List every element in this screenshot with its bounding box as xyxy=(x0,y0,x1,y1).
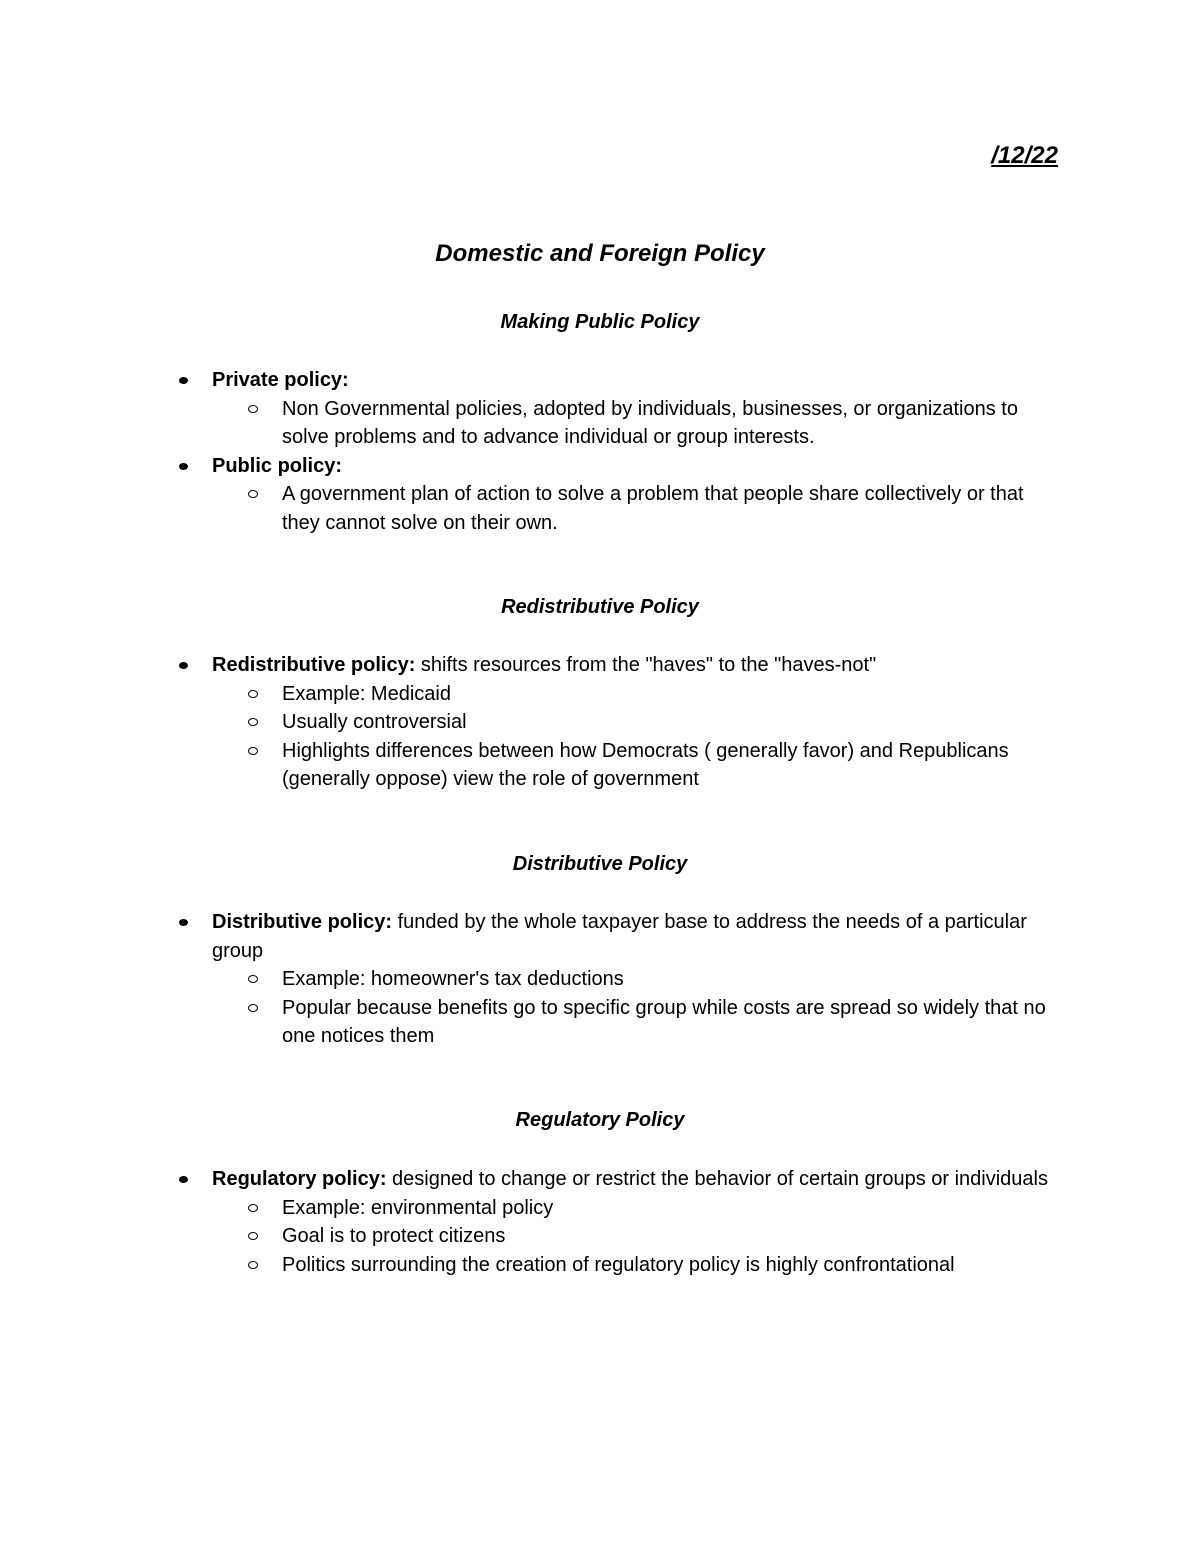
document-title: Domestic and Foreign Policy xyxy=(435,240,765,267)
term-label: Regulatory policy: xyxy=(212,1168,387,1190)
section-heading-redistributive-policy: Redistributive Policy xyxy=(501,596,699,618)
term-label: Private policy: xyxy=(212,369,349,391)
sub-bullet-text: Usually controversial xyxy=(282,711,467,734)
sub-bullet-text: Non Governmental policies, adopted by individuals, businesses, or organizations to solve problems and to advance individual or group interests. xyxy=(282,397,1018,449)
section-list-making-public-policy xyxy=(0,366,1200,538)
bullet-item xyxy=(0,1165,1200,1194)
sub-bullet-item xyxy=(0,994,1200,1051)
sub-bullet-item xyxy=(0,480,1200,537)
sub-bullet-item xyxy=(0,1194,1200,1223)
bullet-circle-icon xyxy=(248,690,258,698)
bullet-circle-icon xyxy=(248,1261,258,1269)
section-heading-making-public-policy: Making Public Policy xyxy=(500,311,700,333)
sub-bullet-text: Politics surrounding the creation of regulatory policy is highly confrontational xyxy=(282,1253,955,1276)
sub-bullet-text: Example: environmental policy xyxy=(282,1196,554,1219)
bullet-circle-icon xyxy=(248,975,258,983)
sub-bullet-item xyxy=(0,965,1200,994)
sub-bullet-text: Highlights differences between how Democrats ( generally favor) and Republicans (generally oppose) view the role of government xyxy=(282,739,1009,791)
sub-bullet-text: A government plan of action to solve a problem that people share collectively or that they cannot solve on their own. xyxy=(282,483,1024,534)
section-list-distributive-policy xyxy=(0,908,1200,1051)
bullet-disc-icon xyxy=(179,1176,188,1183)
bullet-circle-icon xyxy=(248,405,258,413)
definition-text: funded by the whole taxpayer base to address the needs of a particular group xyxy=(212,911,1027,962)
bullet-disc-icon xyxy=(179,377,188,384)
bullet-circle-icon xyxy=(248,718,258,726)
sub-bullet-item xyxy=(0,737,1200,794)
section-heading-regulatory-policy: Regulatory Policy xyxy=(515,1109,685,1131)
definition-text: shifts resources from the "haves" to the "haves-not" xyxy=(415,654,877,676)
bullet-item xyxy=(0,651,1200,680)
term-label: Public policy: xyxy=(212,454,343,477)
section-list-redistributive-policy xyxy=(0,651,1200,794)
bullet-circle-icon xyxy=(248,490,258,498)
bullet-disc-icon xyxy=(179,919,188,926)
section-heading-distributive-policy: Distributive Policy xyxy=(512,853,688,875)
sub-bullet-text: Goal is to protect citizens xyxy=(282,1225,506,1248)
sub-bullet-item xyxy=(0,708,1200,737)
sub-bullet-text: Example: homeowner's tax deductions xyxy=(282,968,624,991)
sub-bullet-item xyxy=(0,680,1200,709)
section-list-regulatory-policy xyxy=(0,1165,1200,1279)
sub-bullet-item xyxy=(0,395,1200,452)
sub-bullet-item xyxy=(0,1222,1200,1251)
sub-bullet-text: Example: Medicaid xyxy=(282,682,451,705)
bullet-item xyxy=(0,452,1200,481)
bullet-circle-icon xyxy=(248,1004,258,1012)
date: /12/22 xyxy=(991,142,1058,169)
bullet-circle-icon xyxy=(248,747,258,755)
sub-bullet-item xyxy=(0,1251,1200,1280)
bullet-circle-icon xyxy=(248,1232,258,1240)
bullet-circle-icon xyxy=(248,1204,258,1212)
bullet-item xyxy=(0,366,1200,395)
term-label: Distributive policy: xyxy=(212,911,393,933)
bullet-item xyxy=(0,908,1200,965)
bullet-disc-icon xyxy=(179,463,188,470)
sub-bullet-text: Popular because benefits go to specific group while costs are spread so widely that no one notices them xyxy=(282,996,1046,1048)
bullet-disc-icon xyxy=(179,662,188,669)
definition-text: designed to change or restrict the behavior of certain groups or individuals xyxy=(386,1168,1048,1190)
term-label: Redistributive policy: xyxy=(212,654,416,676)
